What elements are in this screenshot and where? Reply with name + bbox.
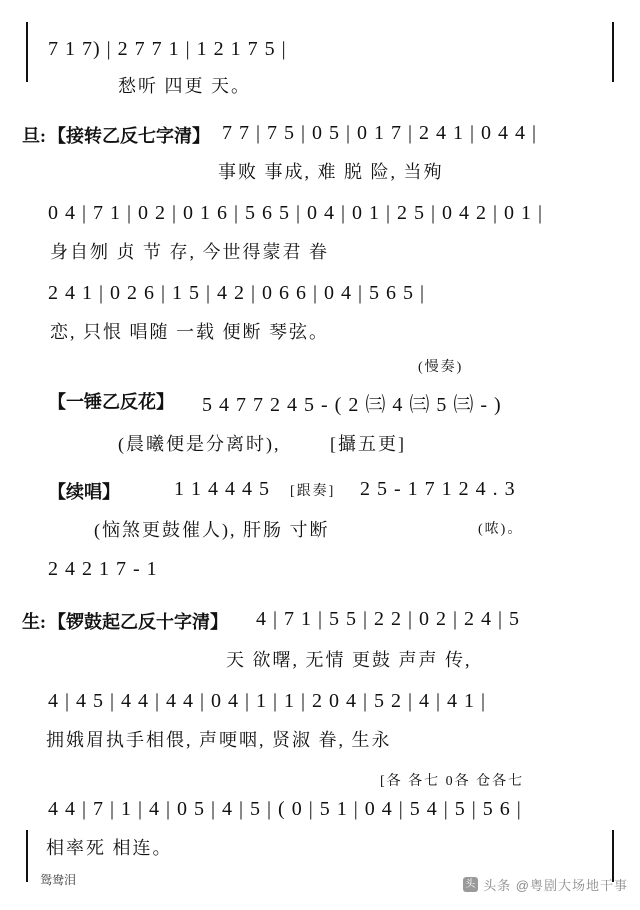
lyric-line-1: 愁听 四更 天。 <box>118 76 251 96</box>
notation-line-10: 4 4 | 7 | 1 | 4 | 0 5 | 4 | 5 | ( 0 | 5 1 | 0 4 | 5 4 | 5 | 5 6 | <box>48 798 522 820</box>
percussion-bracket: [各 各七 0各 仓各七 <box>380 774 525 789</box>
footer-note: 鸳鸯泪 <box>40 873 77 887</box>
role-dan: 旦: <box>22 126 46 146</box>
notation-line-1: 7 1 7) | 2 7 7 1 | 1 2 1 7 5 | <box>48 38 287 60</box>
notation-line-2: 7 7 | 7 5 | 0 5 | 0 1 7 | 2 4 1 | 0 4 4 | <box>222 122 538 144</box>
notation-line-6b: 2 5 - 1 7 1 2 4 . 3 <box>360 478 516 500</box>
stage-direction-slow: (慢奏) <box>418 360 464 375</box>
lyric-line-3: 身自刎 贞 节 存, 今世得蒙君 眷 <box>50 242 329 262</box>
watermark <box>463 875 628 894</box>
crop-mark-right <box>612 22 614 82</box>
lyric-line-4: 恋, 只恨 唱随 一载 便断 琴弦。 <box>50 322 329 342</box>
notation-line-7: 2 4 2 1 7 - 1 <box>48 558 158 580</box>
lyric-line-6: (恼煞更鼓催人), 肝肠 寸断 <box>94 520 330 540</box>
bracket-genzou: [跟奏] <box>290 484 336 499</box>
role-sheng: 生: <box>22 612 46 632</box>
tune-label-jiezhuan: 【接转乙反七字清】 <box>48 126 210 146</box>
bracket-she-wugeng: [攝五更] <box>330 434 406 454</box>
tune-label-yichui: 【一锤乙反花】 <box>48 392 174 412</box>
notation-line-9: 4 | 4 5 | 4 4 | 4 4 | 0 4 | 1 | 1 | 2 0 4 | 5 2 | 4 | 4 1 | <box>48 690 487 712</box>
tune-label-luogu: 【锣鼓起乙反十字清】 <box>48 612 228 632</box>
stage-direction-nong: (哝)。 <box>478 522 524 537</box>
lyric-line-5: (晨曦便是分离时), <box>118 434 281 454</box>
crop-mark-bottom-left <box>26 830 28 882</box>
lyric-line-9: 拥娥眉执手相偎, 声哽咽, 贤淑 眷, 生永 <box>46 730 392 750</box>
notation-line-6a: 1 1 4 4 4 5 <box>174 478 270 500</box>
notation-line-4: 2 4 1 | 0 2 6 | 1 5 | 4 2 | 0 6 6 | 0 4 | 5 6 5 | <box>48 282 426 304</box>
notation-line-8: 4 | 7 1 | 5 5 | 2 2 | 0 2 | 2 4 | 5 <box>256 608 521 630</box>
notation-line-3: 0 4 | 7 1 | 0 2 | 0 1 6 | 5 6 5 | 0 4 | 0 1 | 2 5 | 0 4 2 | 0 1 | <box>48 202 544 224</box>
lyric-line-10: 相率死 相连。 <box>46 838 173 858</box>
lyric-line-2: 事败 事成, 难 脱 险, 当殉 <box>218 162 444 182</box>
tune-label-xuchang: 【续唱】 <box>48 482 120 502</box>
notation-line-5: 5 4 7 7 2 4 5 - ( 2 ㈢ 4 ㈢ 5 ㈢ - ) <box>202 394 502 416</box>
crop-mark-left <box>26 22 28 82</box>
lyric-line-8: 天 欲曙, 无情 更鼓 声声 传, <box>226 650 472 670</box>
watermark-text: 头条 @粤剧大场地干事 <box>483 878 628 893</box>
toutiao-badge: 头 <box>465 879 477 890</box>
